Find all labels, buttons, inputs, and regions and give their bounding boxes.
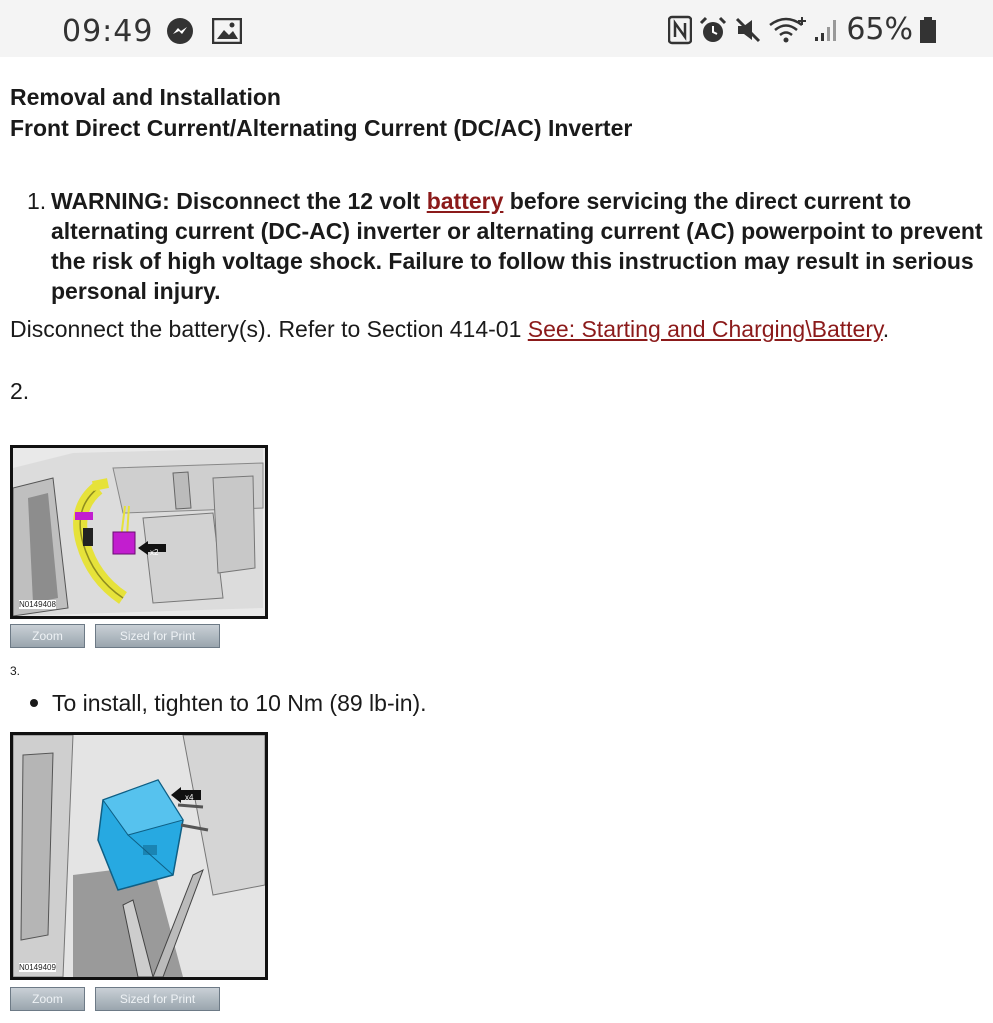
status-time: 09:49 <box>62 14 154 49</box>
alarm-icon <box>698 15 728 45</box>
step-1-number: 1. <box>27 188 47 214</box>
inverter-illustration <box>13 735 265 977</box>
status-bar <box>0 0 993 57</box>
bullet-dot <box>30 699 38 707</box>
mute-icon <box>734 15 762 45</box>
warning-text-post: before servicing the direct current to alternating current (DC-AC) inverter or alternating current (AC) powerpoint to prevent the risk of high voltage shock. Failure to follow this instruction may result in serious personal injury. <box>51 188 983 304</box>
step-1-warning <box>51 186 989 306</box>
zoom-button[interactable]: Zoom <box>10 987 85 1011</box>
step-1 <box>27 186 989 306</box>
step-2-number: 2. <box>10 378 30 404</box>
battery-icon <box>919 15 937 45</box>
signal-icon <box>814 15 840 45</box>
status-icons <box>668 12 937 47</box>
figure-code: N0149409 <box>19 963 56 972</box>
wifi-icon <box>768 15 808 45</box>
disconnect-instruction <box>10 316 889 343</box>
figure-code: N0149408 <box>19 600 56 609</box>
messenger-icon <box>166 17 194 45</box>
zoom-button[interactable]: Zoom <box>10 624 85 648</box>
torque-text: To install, tighten to 10 Nm (89 lb-in). <box>52 690 427 716</box>
heading-inverter: Front Direct Current/Alternating Current (DC/AC) Inverter <box>10 115 633 141</box>
gallery-icon <box>212 18 242 44</box>
callout-label: x4 <box>185 793 194 802</box>
torque-instruction <box>30 690 427 717</box>
battery-link[interactable]: battery <box>426 188 504 214</box>
disconnect-tail: . <box>882 316 890 342</box>
callout-label: x2 <box>150 548 159 557</box>
nfc-icon <box>668 15 692 45</box>
battery-percent: 65% <box>846 12 913 47</box>
disconnect-text: Disconnect the battery(s). Refer to Section 414-01 <box>10 316 528 342</box>
figure-n0149408 <box>10 445 268 619</box>
sized-for-print-button[interactable]: Sized for Print <box>95 987 220 1011</box>
sized-for-print-button[interactable]: Sized for Print <box>95 624 220 648</box>
warning-text-pre: WARNING: Disconnect the 12 volt <box>51 188 427 214</box>
harness-illustration <box>13 448 265 616</box>
starting-charging-battery-link[interactable]: See: Starting and Charging\Battery <box>527 316 883 342</box>
heading-removal: Removal and Installation <box>10 84 281 110</box>
figure-n0149409 <box>10 732 268 980</box>
step-3-number: 3. <box>10 664 21 678</box>
